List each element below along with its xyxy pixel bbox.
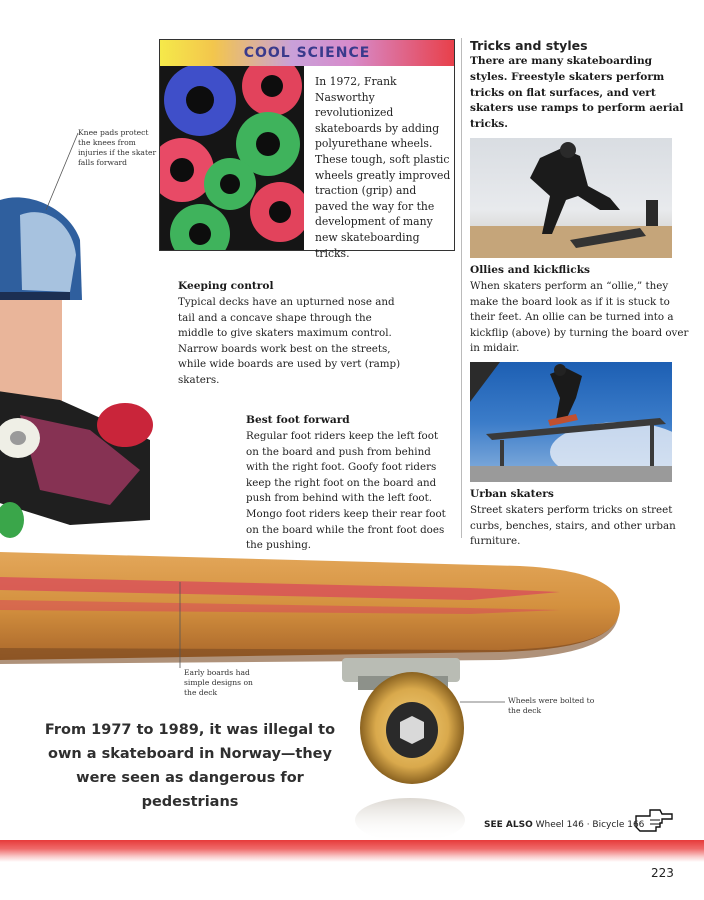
best-foot-body: Regular foot riders keep the left foot on the board and push from behind with the right foot. Goofy foot riders keep the right foot on the board and push from behind with the left foot. Mongo foot riders keep their rear foot on the board while the front foot does the pushing. bbox=[246, 430, 446, 552]
urban-body: Street skaters perform tricks on street curbs, benches, stairs, and other urban furniture. bbox=[470, 504, 676, 548]
knee-pad-annotation: Knee pads protect the knees from injuries if the skater falls forward bbox=[78, 128, 157, 167]
wheels-bolted-annotation: Wheels were bolted to the deck bbox=[508, 696, 595, 715]
best-foot-title: Best foot forward bbox=[246, 414, 350, 426]
kickflip-photo bbox=[470, 138, 672, 258]
urban-title: Urban skaters bbox=[470, 488, 554, 500]
bottom-band bbox=[0, 840, 704, 862]
tricks-heading: Tricks and styles bbox=[470, 38, 588, 53]
fact-callout: From 1977 to 1989, it was illegal to own a skateboard in Norway—they were seen as dangerous for pedestrians bbox=[44, 722, 336, 810]
early-boards-annotation: Early boards had simple designs on the deck bbox=[184, 668, 253, 697]
cool-science-box bbox=[159, 39, 455, 260]
page-number: 223 bbox=[651, 866, 674, 880]
ollies-body: When skaters perform an “ollie,” they make the board look as if it is stuck to their feet. An ollie can be turned into a kickflip (above) by turning the board over in midair. bbox=[470, 280, 689, 355]
keeping-control-title: Keeping control bbox=[178, 280, 274, 292]
column-divider bbox=[461, 38, 462, 538]
urban-skater-photo bbox=[470, 362, 672, 482]
flying-skateboard bbox=[0, 390, 153, 538]
wheels-photo bbox=[160, 66, 304, 250]
cool-science-title: COOL SCIENCE bbox=[243, 45, 371, 61]
cool-science-text: In 1972, Frank Nasworthy revolutionized skateboards by adding polyurethane wheels. These tough, soft plastic wheels greatly improved traction (grip) and paved the way for the development of many new skateboarding tricks. bbox=[315, 75, 451, 260]
cool-science-header bbox=[160, 40, 454, 66]
see-also bbox=[484, 820, 644, 830]
see-also-label: SEE ALSO bbox=[484, 820, 533, 830]
keeping-control-body: Typical decks have an upturned nose and tail and a concave shape through the middle to give skaters maximum control. Narrow boards work best on the streets, while wide boards are used by vert (ramp) skaters. bbox=[178, 296, 401, 386]
tricks-intro: There are many skateboarding styles. Freestyle skaters perform tricks on flat surfaces, and vert skaters use ramps to perform aerial tricks. bbox=[470, 55, 684, 131]
ollies-title: Ollies and kickflicks bbox=[470, 264, 590, 276]
see-also-refs[interactable]: Wheel 146 · Bicycle 166 bbox=[535, 820, 645, 830]
